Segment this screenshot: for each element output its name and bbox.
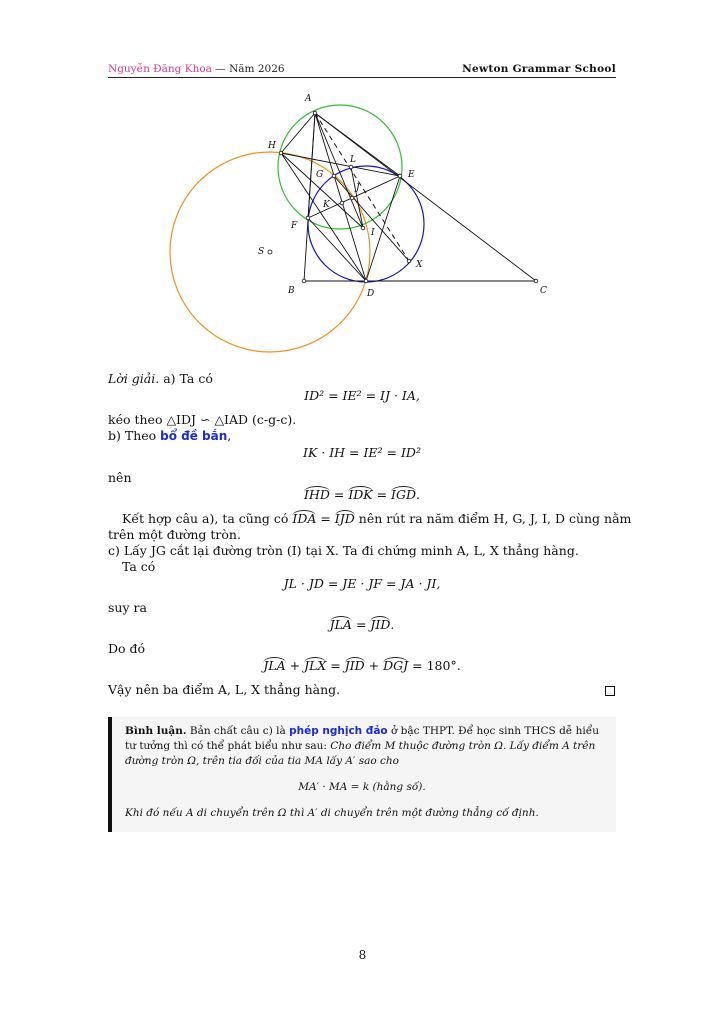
header-separator: — [215, 63, 226, 75]
angle-JLA-2: JLA [263, 658, 286, 673]
remark-text-1a: Bản chất câu c) là [189, 725, 290, 737]
angle-IJD: IJD [334, 511, 355, 526]
remark-line-2 [125, 739, 595, 754]
remark-equation: MA′ · MA = k (hằng số). [298, 781, 426, 793]
remark-title: Bình luận. [125, 725, 187, 737]
remark-line-4: Khi đó nếu A di chuyển trên Ω thì A′ di chuyển trên một đường thẳng cố định. [125, 807, 539, 819]
part-c-line: c) Lấy JG cắt lại đường tròn (I) tại X. Ta đi chứng minh A, L, X thẳng hàng. [108, 543, 579, 558]
do-do-label: Do đó [108, 641, 146, 656]
angle-IDK: IDK [348, 487, 373, 502]
label-X: X [416, 260, 423, 270]
conclusion-line: Vậy nên ba điểm A, L, X thẳng hàng. [108, 682, 341, 697]
label-E: E [408, 170, 415, 180]
label-I: I [371, 228, 375, 238]
header-school: Newton Grammar School [462, 63, 616, 75]
remark-text-2b: Cho điểm M thuộc đường tròn Ω. Lấy điểm A trên [330, 740, 596, 752]
angle-JLX: JLX [304, 658, 327, 673]
part-b-suffix: , [227, 428, 232, 443]
label-S: S [258, 247, 265, 257]
part-b-prefix: b) Theo [108, 428, 161, 443]
page-number: 8 [358, 948, 367, 962]
combine-line-2: trên một đường tròn. [108, 527, 241, 542]
equation-6: JLA + JLX = JID + DGJ = 180°. [263, 658, 461, 673]
qed-square-icon [605, 686, 615, 696]
geometry-figure [0, 0, 725, 360]
combine-line-1: Kết hợp câu a), ta cũng có IDA = IJD nên rút ra năm điểm H, G, J, I, D cùng nằm [122, 511, 632, 526]
label-D: D [367, 289, 375, 299]
label-K: K [323, 200, 330, 210]
label-C: C [540, 286, 547, 296]
angle-JLA: JLA [329, 617, 352, 632]
label-A: A [305, 94, 312, 104]
angle-JID-2: JID [344, 658, 365, 673]
angle-IHD: IHD [304, 487, 330, 502]
similarity-line: kéo theo △IDJ ∽ △IAD (c-g-c). [108, 412, 297, 427]
equation-3: IHD = IDK = IGD. [304, 487, 420, 502]
equation-5: JLA = JID. [329, 617, 395, 632]
combine-text-1: Kết hợp câu a), ta cũng có [122, 511, 289, 526]
inversion-link[interactable]: phép nghịch đảo [289, 725, 388, 737]
suy-ra-label: suy ra [108, 600, 147, 615]
label-F: F [291, 221, 298, 231]
remark-line-3: đường tròn Ω, trên tia đối của tia MA lấy A′ sao cho [125, 755, 399, 767]
angle-JID: JID [370, 617, 391, 632]
combine-text-2: nên rút ra năm điểm H, G, J, I, D cùng nằm [358, 511, 632, 526]
header-year: Năm 2026 [229, 63, 285, 75]
figure-points [268, 111, 538, 283]
construction-lines [281, 113, 536, 281]
remark-text-2a: tư tưởng thì có thể phát biểu như sau: [125, 740, 331, 752]
angle-IGD: IGD [391, 487, 416, 502]
label-B: B [288, 286, 295, 296]
label-J: J [356, 183, 360, 193]
remark-bar [108, 717, 112, 832]
ta-co-label: Ta có [122, 559, 156, 574]
label-L: L [350, 155, 356, 165]
part-a-intro: a) Ta có [163, 371, 213, 386]
header-author: Nguyễn Đăng Khoa [108, 63, 212, 75]
equation-4: JL · JD = JE · JF = JA · JI, [283, 576, 441, 591]
lemma-link[interactable]: bổ đề bắn [160, 429, 228, 443]
angle-DGJ: DGJ [383, 658, 409, 673]
equation-6-end: = 180°. [412, 658, 461, 673]
equation-2: IK · IH = IE² = ID² [303, 445, 421, 460]
solution-lead: Lời giải. [108, 371, 160, 386]
label-G: G [316, 170, 324, 180]
equation-1: ID² = IE² = IJ · IA, [304, 388, 420, 403]
remark-line-1 [125, 724, 599, 739]
label-H: H [268, 141, 276, 151]
dashed-line-AX [315, 113, 409, 261]
part-b-line [108, 428, 231, 444]
remark-text-1c: ở bậc THPT. Để học sinh THCS dễ hiểu [387, 725, 599, 737]
solution-a-line [108, 371, 213, 387]
nen-label: nên [108, 470, 132, 485]
angle-IDA: IDA [292, 511, 317, 526]
